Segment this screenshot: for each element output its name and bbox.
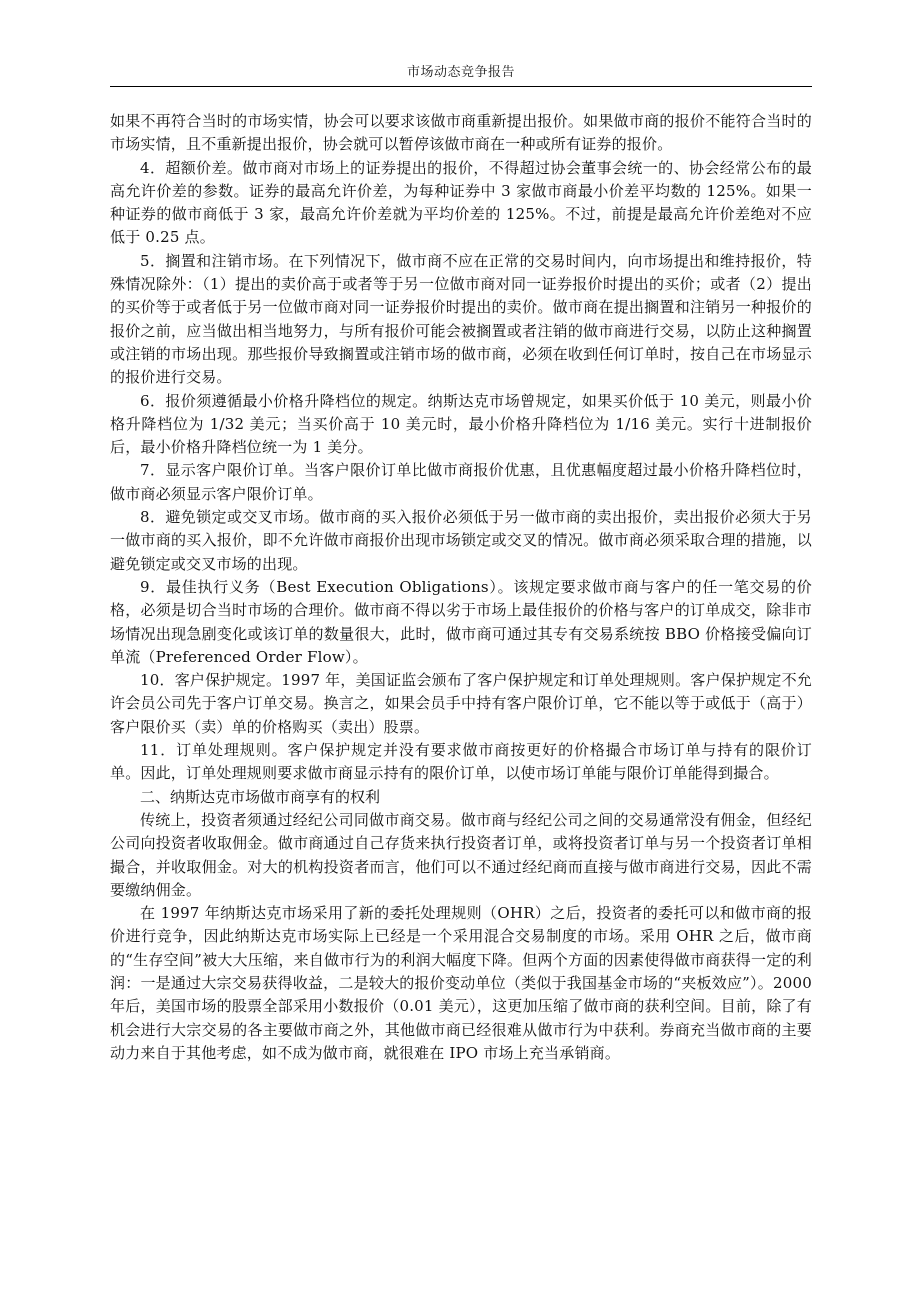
paragraph-item-5: 5．搁置和注销市场。在下列情况下，做市商不应在正常的交易时间内，向市场提出和维持报价，特殊情况除外：（1）提出的卖价高于或者等于另一位做市商对同一证券报价时提出的买价；或者（2）提出的买价等于或者低于另一位做市商对同一证券报价时提出的卖价。做市商在提出搁置和注销另一种报价的报价之前，应当做出相当地努力，与所有报价可能会被搁置或者注销的做市商进行交易，以防止这种搁置或注销的市场出现。那些报价导致搁置或注销市场的做市商，必须在收到任何订单时，按自己在市场显示的报价进行交易。 xyxy=(110,251,812,387)
page-header xyxy=(110,60,812,87)
paragraph-item-6: 6．报价须遵循最小价格升降档位的规定。纳斯达克市场曾规定，如果买价低于 10 美元，则最小价格升降档位为 1/32 美元；当买价高于 10 美元时，最小价格升降档位为 1/16 美元。实行十进制报价后，最小价格升降档位统一为 1 美分。 xyxy=(110,391,812,457)
paragraph-item-4: 4．超额价差。做市商对市场上的证券提出的报价，不得超过协会董事会统一的、协会经常公布的最高允许价差的参数。证券的最高允许价差，为每种证券中 3 家做市商最小价差平均数的 125%。如果一种证券的做市商低于 3 家，最高允许价差就为平均价差的 125%。不过，前提是最高允许价差绝对不应低于 0.25 点。 xyxy=(110,158,812,247)
paragraph-item-10: 10．客户保护规定。1997 年，美国证监会颁布了客户保护规定和订单处理规则。客户保护规定不允许会员公司先于客户订单交易。换言之，如果会员手中持有客户限价订单，它不能以等于或低于（高于）客户限价买（卖）单的价格购买（卖出）股票。 xyxy=(110,671,812,736)
paragraph-item-8: 8．避免锁定或交叉市场。做市商的买入报价必须低于另一做市商的卖出报价，卖出报价必须大于另一做市商的买入报价，即不允许做市商报价出现市场锁定或交叉的情况。做市商必须采取合理的措施，以避免锁定或交叉市场的出现。 xyxy=(110,508,812,573)
document-body xyxy=(110,110,812,1065)
section-paragraph: 传统上，投资者须通过经纪公司同做市商交易。做市商与经纪公司之间的交易通常没有佣金，但经纪公司向投资者收取佣金。做市商通过自己存货来执行投资者订单，或将投资者订单与另一个投资者订单相撮合，并收取佣金。对大的机构投资者而言，他们可以不通过经纪商而直接与做市商进行交易，因此不需要缴纳佣金。 xyxy=(110,810,812,899)
paragraph-continued: 如果不再符合当时的市场实情，协会可以要求该做市商重新提出报价。如果做市商的报价不能符合当时的市场实情，且不重新提出报价，协会就可以暂停该做市商在一种或所有证券的报价。 xyxy=(110,112,812,154)
section-heading: 二、纳斯达克市场做市商享有的权利 xyxy=(140,787,381,806)
paragraph-item-11: 11．订单处理规则。客户保护规定并没有要求做市商按更好的价格撮合市场订单与持有的限价订单。因此，订单处理规则要求做市商显示持有的限价订单，以使市场订单能与限价订单能得到撮合。 xyxy=(110,741,812,783)
section-paragraph: 在 1997 年纳斯达克市场采用了新的委托处理规则（OHR）之后，投资者的委托可以和做市商的报价进行竞争，因此纳斯达克市场实际上已经是一个采用混合交易制度的市场。采用 OHR 之后，做市商的“生存空间”被大大压缩，来自做市行为的利润大幅度下降。但两个方面的因素使得做市商获得一定的利润：一是通过大宗交易获得收益，二是较大的报价变动单位（类似于我国基金市场的“夹板效应”）。2000 年后，美国市场的股票全部采用小数报价（0.01 美元），这更加压缩了做市商的获利空间。目前，除了有机会进行大宗交易的各主要做市商之外，其他做市商已经很难从做市行为中获利。券商充当做市商的主要动力来自于其他考虑，如不成为做市商，就很难在 IPO 市场上充当承销商。 xyxy=(110,904,812,1062)
paragraph-item-7: 7．显示客户限价订单。当客户限价订单比做市商报价优惠，且优惠幅度超过最小价格升降档位时，做市商必须显示客户限价订单。 xyxy=(110,461,812,503)
paragraph-item-9: 9．最佳执行义务（Best Execution Obligations）。该规定要求做市商与客户的任一笔交易的价格，必须是切合当时市场的合理价。做市商不得以劣于市场上最佳报价的价格与客户的订单成交，除非市场情况出现急剧变化或该订单的数量很大，此时，做市商可通过其专有交易系统按 BBO 价格接受偏向订单流（Preferenced Order Flow）。 xyxy=(110,577,812,666)
header-title: 市场动态竞争报告 xyxy=(406,65,515,80)
